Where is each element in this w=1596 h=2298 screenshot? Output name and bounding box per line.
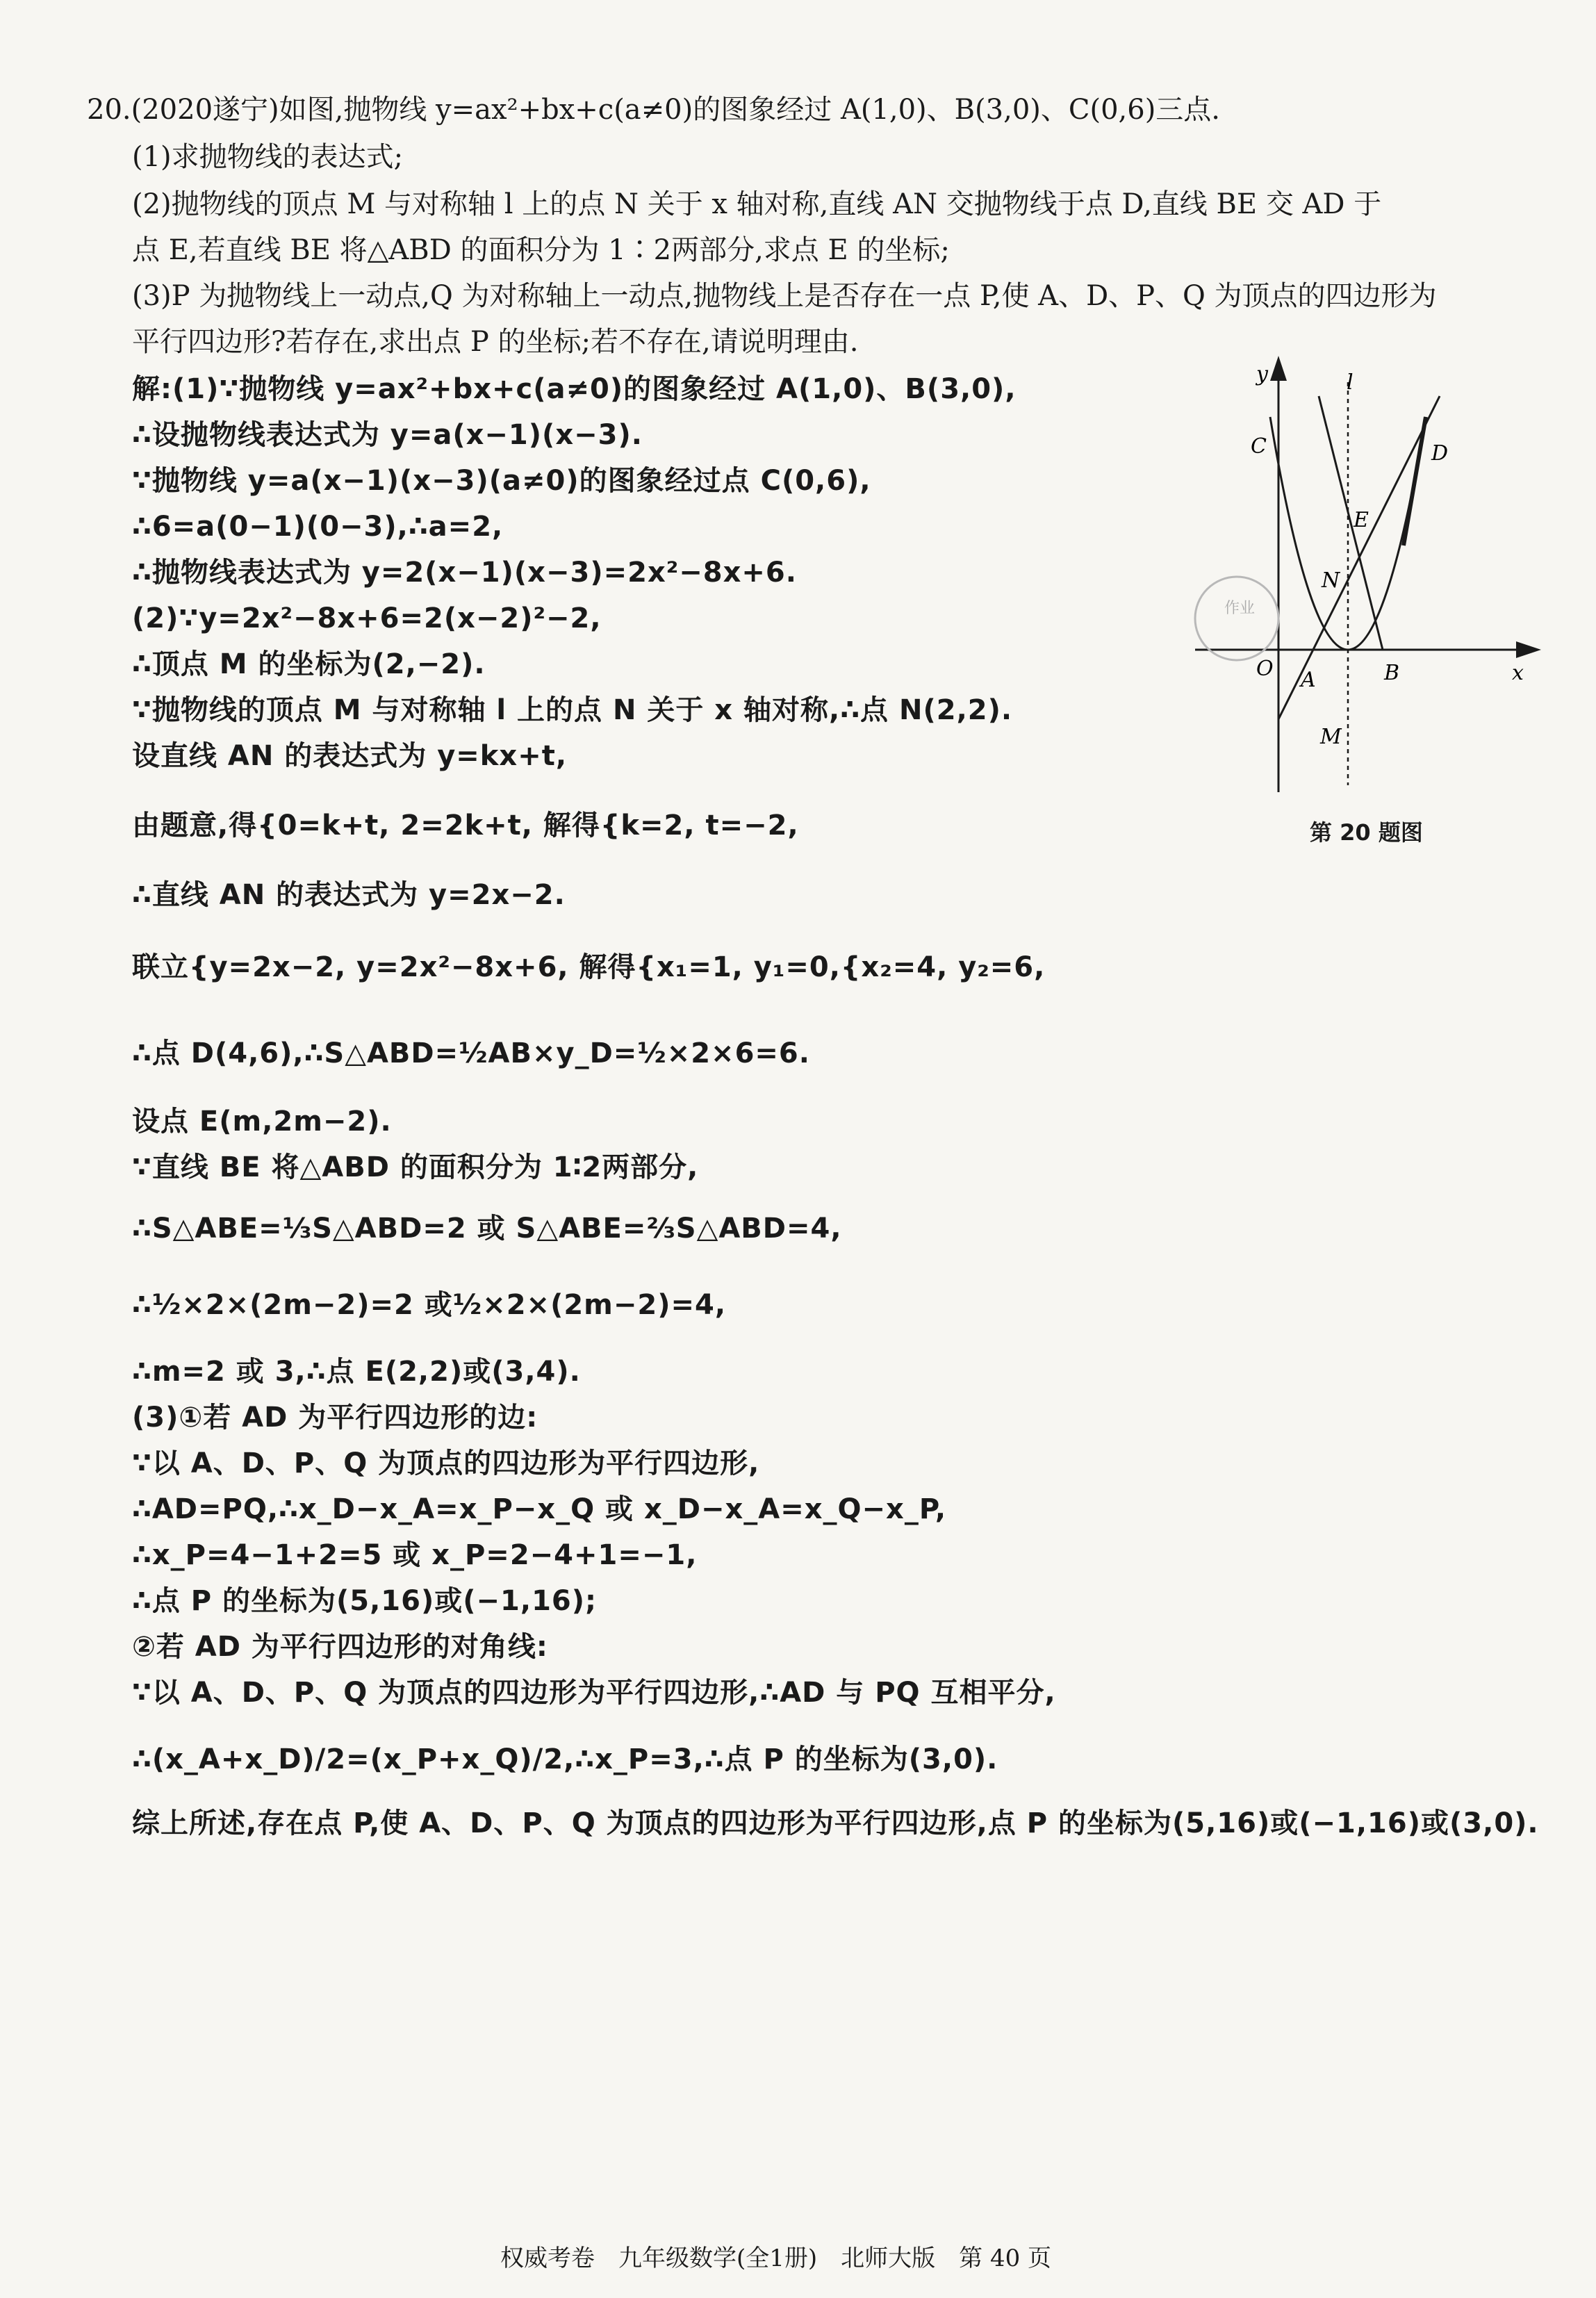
- parabola-figure: [1181, 354, 1549, 799]
- solution-line: (3)①若 AD 为平行四边形的边:: [132, 1402, 538, 1434]
- solution-line: 设点 E(m,2m−2).: [132, 1106, 392, 1138]
- solution-line: ∴m=2 或 3,∴点 E(2,2)或(3,4).: [132, 1356, 581, 1388]
- solution-line: ∴½×2×(2m−2)=2 或½×2×(2m−2)=4,: [132, 1289, 727, 1321]
- label-b: B: [1384, 661, 1400, 685]
- problem-part-1: (1)求抛物线的表达式;: [132, 141, 404, 173]
- label-m: M: [1320, 725, 1342, 749]
- solution-line: ∴直线 AN 的表达式为 y=2x−2.: [132, 879, 566, 911]
- solution-line: ∵以 A、D、P、Q 为顶点的四边形为平行四边形,∴AD 与 PQ 互相平分,: [132, 1677, 1056, 1709]
- problem-intro: 20.(2020遂宁)如图,抛物线 y=ax²+bx+c(a≠0)的图象经过 A(1,0)、B(3,0)、C(0,6)三点.: [87, 94, 1221, 126]
- solution-line: ∴点 P 的坐标为(5,16)或(−1,16);: [132, 1585, 598, 1617]
- label-x: x: [1512, 661, 1524, 685]
- stamp-seal: [1195, 577, 1278, 660]
- solution-line: ∵直线 BE 将△ABD 的面积分为 1∶2两部分,: [132, 1151, 699, 1183]
- solution-line: (2)∵y=2x²−8x+6=2(x−2)²−2,: [132, 602, 602, 634]
- solution-line: ∴抛物线表达式为 y=2(x−1)(x−3)=2x²−8x+6.: [132, 557, 797, 589]
- solution-line: 联立{y=2x−2, y=2x²−8x+6, 解得{x₁=1, y₁=0,{x₂=4, y₂=6,: [132, 951, 1046, 983]
- label-l: l: [1347, 370, 1354, 395]
- solution-line: 设直线 AN 的表达式为 y=kx+t,: [132, 740, 568, 772]
- label-c: C: [1251, 434, 1267, 459]
- solution-line: 由题意,得{0=k+t, 2=2k+t, 解得{k=2, t=−2,: [132, 810, 799, 842]
- page-footer: 权威考卷 九年级数学(全1册) 北师大版 第 40 页: [500, 2244, 1052, 2272]
- solution-line: ∴设抛物线表达式为 y=a(x−1)(x−3).: [132, 419, 643, 451]
- problem-part-3-line-2: 平行四边形?若存在,求出点 P 的坐标;若不存在,请说明理由.: [132, 326, 859, 358]
- solution-line: ∵以 A、D、P、Q 为顶点的四边形为平行四边形,: [132, 1447, 760, 1479]
- line-be: [1319, 396, 1383, 650]
- solution-line: ∴点 D(4,6),∴S△ABD=½AB×y_D=½×2×6=6.: [132, 1037, 810, 1069]
- solution-line: ∴AD=PQ,∴x_D−x_A=x_P−x_Q 或 x_D−x_A=x_Q−x_P,: [132, 1493, 947, 1525]
- label-e: E: [1354, 508, 1369, 532]
- label-n: N: [1322, 568, 1340, 593]
- parabola-arc-bold: [1404, 417, 1426, 545]
- solution-line: 综上所述,存在点 P,使 A、D、P、Q 为顶点的四边形为平行四边形,点 P 的坐标为(5,16)或(−1,16)或(3,0).: [132, 1807, 1539, 1839]
- solution-line: ∴顶点 M 的坐标为(2,−2).: [132, 648, 486, 680]
- problem-part-2-line-1: (2)抛物线的顶点 M 与对称轴 l 上的点 N 关于 x 轴对称,直线 AN 交抛物线于点 D,直线 BE 交 AD 于: [132, 188, 1382, 220]
- label-o: O: [1256, 657, 1274, 681]
- solution-line: ∵抛物线 y=a(x−1)(x−3)(a≠0)的图象经过点 C(0,6),: [132, 465, 871, 497]
- figure-caption: 第 20 题图: [1310, 819, 1423, 846]
- solution-line: ∴(x_A+x_D)/2=(x_P+x_Q)/2,∴x_P=3,∴点 P 的坐标为(3,0).: [132, 1743, 998, 1775]
- solution-line: 解:(1)∵抛物线 y=ax²+bx+c(a≠0)的图象经过 A(1,0)、B(3,0),: [132, 373, 1017, 405]
- solution-line: ∴S△ABE=⅓S△ABD=2 或 S△ABE=⅔S△ABD=4,: [132, 1213, 842, 1245]
- stamp-text: 作业: [1224, 600, 1256, 617]
- solution-line: ∴x_P=4−1+2=5 或 x_P=2−4+1=−1,: [132, 1539, 698, 1571]
- problem-part-3-line-1: (3)P 为抛物线上一动点,Q 为对称轴上一动点,抛物线上是否存在一点 P,使 A、D、P、Q 为顶点的四边形为: [132, 280, 1437, 312]
- problem-part-2-line-2: 点 E,若直线 BE 将△ABD 的面积分为 1∶2两部分,求点 E 的坐标;: [132, 234, 950, 266]
- solution-line: ②若 AD 为平行四边形的对角线:: [132, 1631, 548, 1663]
- solution-line: ∴6=a(0−1)(0−3),∴a=2,: [132, 511, 504, 543]
- label-y: y: [1256, 362, 1268, 386]
- label-a: A: [1301, 668, 1316, 692]
- solution-line: ∵抛物线的顶点 M 与对称轴 l 上的点 N 关于 x 轴对称,∴点 N(2,2).: [132, 694, 1013, 726]
- label-d: D: [1431, 441, 1449, 466]
